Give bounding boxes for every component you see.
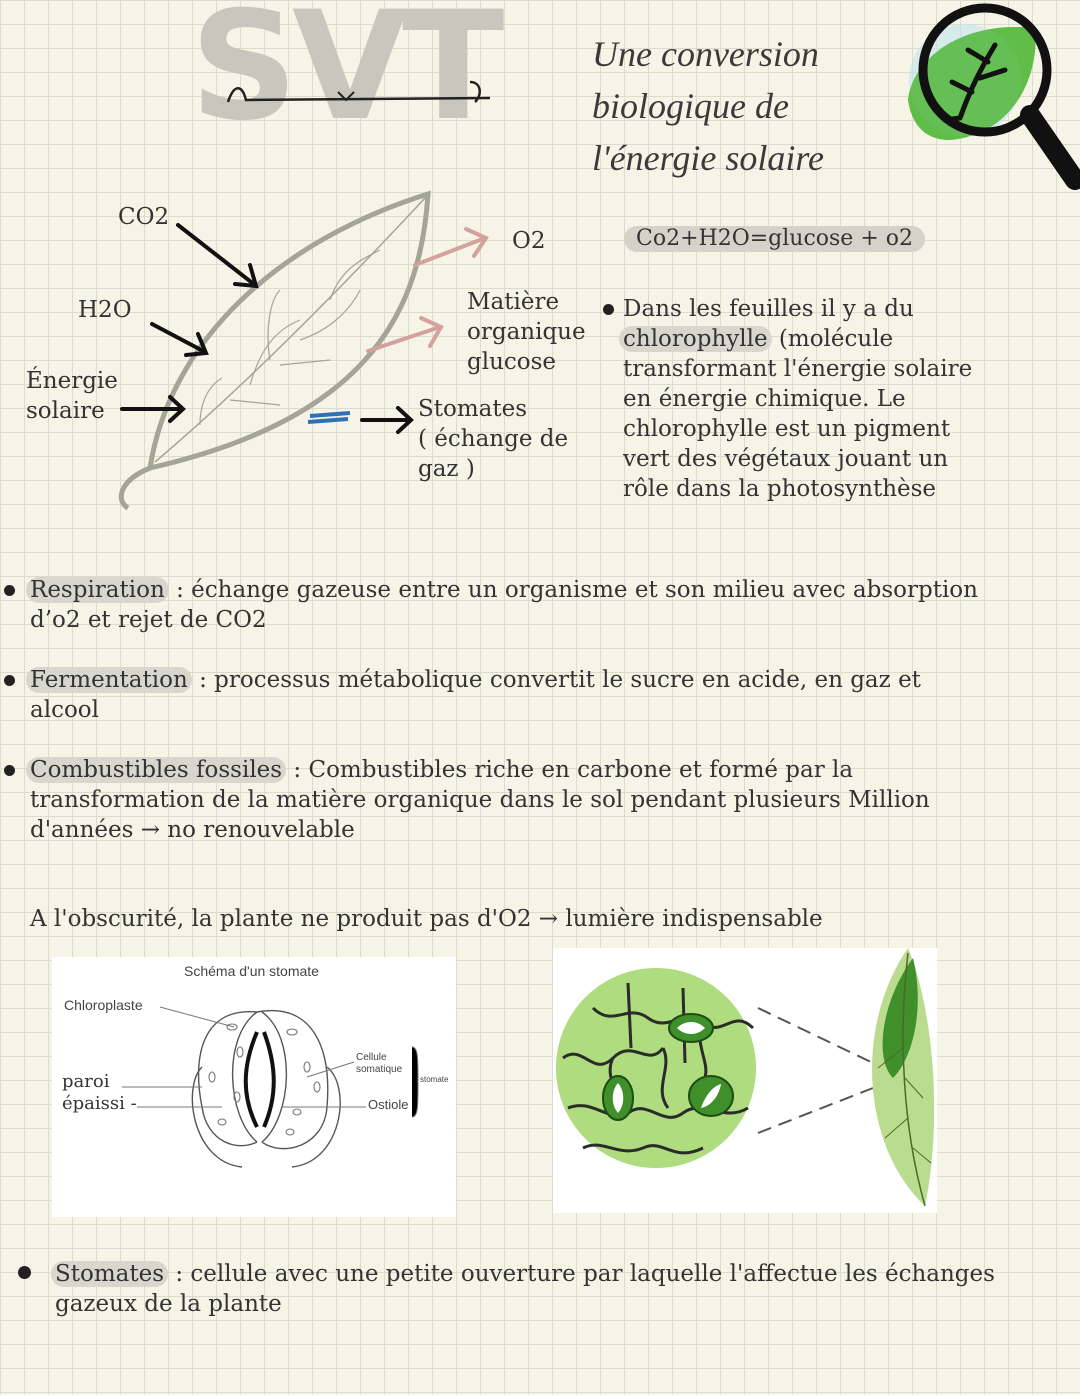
title-underline-doodle [220,72,510,112]
label-o2: O2 [512,228,546,254]
page-title: SVT [190,0,499,154]
label-chloroplaste: Chloroplaste [64,997,143,1013]
respiration-term: Respiration [26,577,169,603]
bullet-stomates [18,1266,31,1279]
label-cellule: Cellule somatique [356,1052,403,1075]
stomate-drawing [52,957,456,1217]
photosynthesis-equation: Co2+H2O=glucose + o2 [624,226,925,252]
bullet-combustibles [4,765,15,776]
label-matiere: Matière organique glucose [467,289,586,375]
label-ostiole: Ostiole [368,1097,409,1112]
combustibles-term: Combustibles fossiles [26,757,286,783]
leaf-stem [121,468,150,508]
chlorophylle-term: chlorophylle [619,326,772,352]
bullet-chlorophylle [603,304,614,315]
stomata-mark [308,413,350,422]
leaf-closeup-figure [553,948,937,1213]
fermentation-definition: Fermentation : processus métabolique convertit le sucre en acide, en gaz et alcool [30,665,1070,725]
leaf-closeup-drawing [553,948,937,1213]
schema-title: Schéma d'un stomate [184,963,319,979]
combustibles-definition: Combustibles fossiles : Combustibles riche en carbone et formé par la transformation de la matière organique dans le sol pendant plusieurs Million d'années → no renouvelable [30,755,1070,845]
obscurite-note: A l'obscurité, la plante ne produit pas d'O2 → lumière indispensable [30,906,823,932]
bullet-fermentation [4,675,15,686]
label-h2o: H2O [78,297,132,323]
bullet-respiration [4,585,15,596]
respiration-definition: Respiration : échange gazeuse entre un organisme et son milieu avec absorption d’o2 et rejet de CO2 [30,575,1070,635]
label-paroi: paroi épaissi - [62,1071,137,1114]
label-energie: Énergie [26,368,118,394]
label-solaire: solaire [26,398,105,424]
label-stomates: Stomates ( échange de gaz ) [418,396,569,482]
page-subtitle: Une conversion biologique de l'énergie solaire [592,34,824,178]
magnifier-leaf-icon [890,0,1080,190]
stomates-definition: Stomates : cellule avec une petite ouverture par laquelle l'affectue les échanges gazeux de la plante [55,1259,1075,1319]
fermentation-term: Fermentation [26,667,192,693]
label-stomate: stomate [420,1075,449,1084]
chlorophylle-paragraph: Dans les feuilles il y a du chlorophylle (molécule transformant l'énergie solaire en énergie chimique. Le chlorophylle est un pigment vert des végétaux jouant un rôle dans la photosynthèse [623,294,1043,504]
stomates-term: Stomates [51,1261,168,1287]
stomate-schema-figure [52,957,456,1217]
label-co2: CO2 [118,204,170,230]
